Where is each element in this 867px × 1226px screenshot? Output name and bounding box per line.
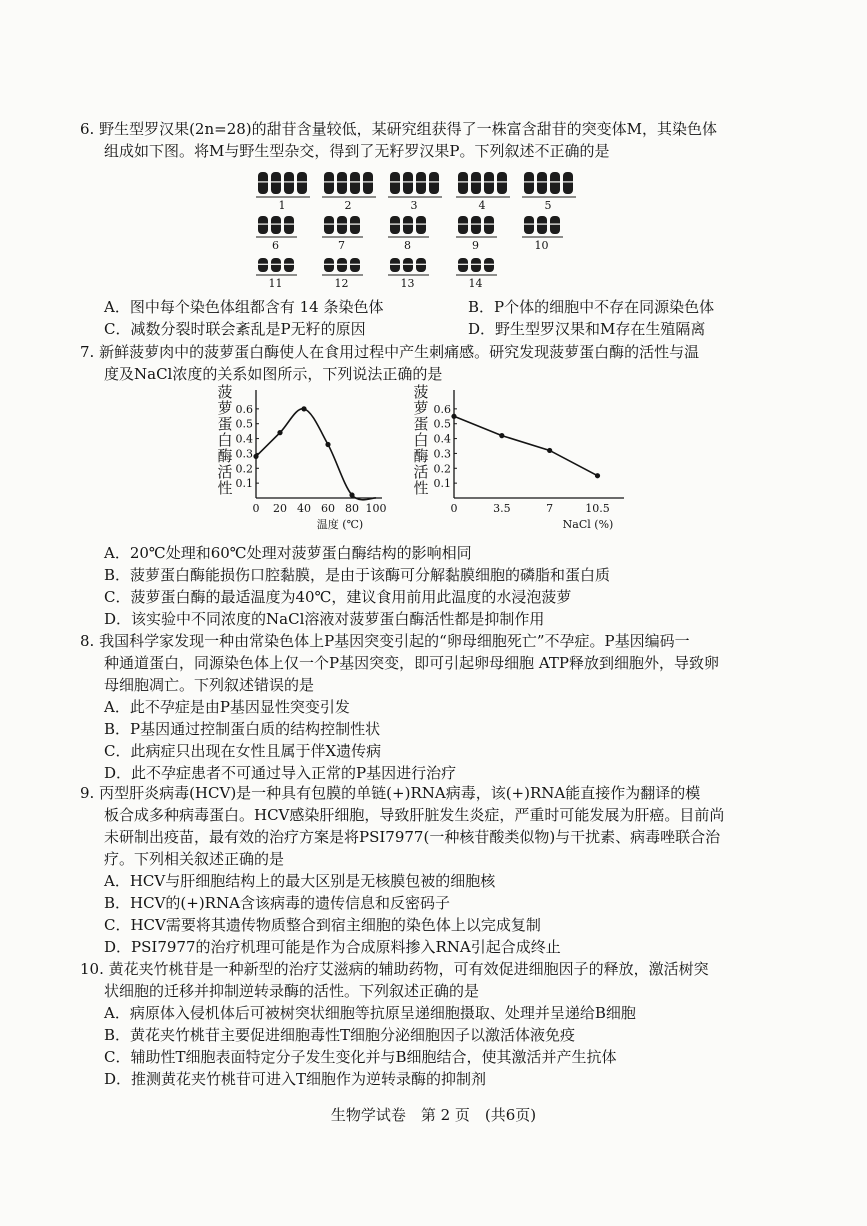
q7-option-c: C．菠萝蛋白酶的最适温度为40℃，建议食用前用此温度的水浸泡菠萝	[104, 588, 572, 606]
question-8-line-3: 母细胞凋亡。下列叙述错误的是	[104, 676, 315, 694]
chromosome	[497, 172, 507, 194]
y-tick-label: 0.5	[235, 417, 253, 431]
question-10-line-1: 10. 黄花夹竹桃苷是一种新型的治疗艾滋病的辅助药物，可有效促进细胞因子的释放，激活树突	[80, 960, 709, 978]
y-tick-label: 0.4	[433, 432, 451, 446]
q10-options	[104, 1002, 636, 1090]
chromosome	[258, 172, 268, 194]
chromosome	[403, 172, 413, 194]
data-point	[499, 433, 504, 438]
page-footer: 生物学试卷 第 2 页 (共6页)	[330, 1106, 537, 1124]
chromosome-group-label: 11	[268, 277, 283, 290]
chromosome	[484, 216, 494, 234]
question-10-line-2: 状细胞的迁移并抑制逆转录酶的活性。下列叙述正确的是	[104, 982, 480, 1000]
ylabel-glyph: 性	[217, 479, 233, 497]
question-7	[80, 341, 780, 385]
q9-option-a: A．HCV与肝细胞结构上的最大区别是无核膜包被的细胞核	[104, 872, 496, 890]
ylabel-glyph: 萝	[217, 399, 233, 417]
q7-option-b: B．菠萝蛋白酶能损伤口腔黏膜，是由于该酶可分解黏膜细胞的磷脂和蛋白质	[104, 566, 611, 584]
chromosome-group-label: 3	[410, 199, 418, 212]
chromosome-group-label: 8	[404, 239, 411, 252]
chart-temperature	[232, 384, 402, 538]
question-6-line-2: 组成如下图。将M与野生型杂交，得到了无籽罗汉果P。下列叙述不正确的是	[104, 142, 610, 160]
chromosome	[271, 216, 281, 234]
series-line	[256, 409, 376, 500]
q6-option-d: D．野生型罗汉果和M存在生殖隔离	[468, 320, 706, 338]
q9-option-b: B．HCV的(+)RNA含该病毒的遗传信息和反密码子	[104, 894, 450, 912]
ylabel-glyph: 酶	[413, 447, 429, 465]
chromosome	[324, 216, 334, 234]
chromosome	[537, 216, 547, 234]
q9-option-c: C．HCV需要将其遗传物质整合到宿主细胞的染色体上以完成复制	[104, 916, 541, 934]
q9-option-d: D．PSI7977的治疗机理可能是作为合成原料掺入RNA引起合成终止	[104, 938, 561, 956]
chromosome	[403, 216, 413, 234]
chromosome	[271, 172, 281, 194]
chromosome	[403, 258, 413, 272]
series-line	[454, 416, 598, 475]
chromosome	[390, 258, 400, 272]
y-tick-label: 0.6	[235, 402, 253, 416]
chromosome-group-label: 12	[334, 277, 349, 290]
x-tick-label: 60	[321, 502, 335, 515]
data-point	[253, 454, 258, 459]
chromosome	[324, 258, 334, 272]
q6-option-a: A．图中每个染色体组都含有 14 条染色体	[104, 298, 384, 316]
ylabel-glyph: 活	[217, 463, 233, 481]
data-point	[547, 448, 552, 453]
chromosome	[350, 258, 360, 272]
ylabel-glyph: 萝	[413, 399, 429, 417]
q9-options	[104, 870, 561, 958]
chromosome	[350, 216, 360, 234]
data-point	[451, 414, 456, 419]
chromosome-group-label: 10	[534, 239, 549, 252]
chromosome	[416, 258, 426, 272]
y-tick-label: 0.5	[433, 417, 451, 431]
y-tick-label: 0.1	[235, 477, 253, 491]
chromosome	[390, 216, 400, 234]
x-tick-label: 20	[273, 502, 287, 515]
karyotype-figure	[250, 166, 610, 296]
chromosome	[471, 172, 481, 194]
chromosome	[416, 216, 426, 234]
chromosome	[337, 216, 347, 234]
chromosome	[337, 258, 347, 272]
chart-temperature-svg	[232, 384, 402, 534]
chromosome	[258, 258, 268, 272]
ylabel-glyph: 菠	[413, 383, 429, 401]
ylabel-glyph: 酶	[217, 447, 233, 465]
question-9-line-4: 疗。下列相关叙述正确的是	[104, 850, 285, 868]
q8-option-b: B．P基因通过控制蛋白质的结构控制性状	[104, 720, 381, 738]
chromosome-group-label: 14	[468, 277, 483, 290]
question-10	[80, 958, 780, 1002]
y-tick-label: 0.2	[433, 462, 451, 476]
q8-options	[104, 696, 456, 784]
x-tick-label: 40	[297, 502, 311, 515]
ylabel-glyph: 蛋	[217, 415, 233, 433]
chromosome-group-label: 4	[478, 199, 486, 212]
ylabel-glyph: 性	[413, 479, 429, 497]
chromosome	[350, 172, 360, 194]
chromosome	[271, 258, 281, 272]
chromosome	[550, 172, 560, 194]
question-8-line-1: 8. 我国科学家发现一种由常染色体上P基因突变引起的“卵母细胞死亡”不孕症。P基因编码一	[80, 632, 690, 650]
y-tick-label: 0.1	[433, 477, 451, 491]
chromosome	[458, 172, 468, 194]
chromosome-group-label: 2	[344, 199, 352, 212]
chromosome-group-label: 6	[272, 239, 279, 252]
chromosome	[284, 216, 294, 234]
chromosome	[337, 172, 347, 194]
q10-option-c: C．辅助性T细胞表面特定分子发生变化并与B细胞结合，使其激活并产生抗体	[104, 1048, 617, 1066]
y-tick-label: 0.6	[433, 402, 451, 416]
question-9-line-3: 未研制出疫苗，最有效的治疗方案是将PSI7977(一种核苷酸类似物)与干扰素、病毒唑联合治	[104, 828, 721, 846]
q10-option-b: B．黄花夹竹桃苷主要促进细胞毒性T细胞分泌细胞因子以激活体液免疫	[104, 1026, 576, 1044]
q7-options	[104, 542, 610, 630]
ylabel-glyph: 活	[413, 463, 429, 481]
x-tick-label: 10.5	[585, 502, 610, 515]
chromosome-group-label: 5	[544, 199, 552, 212]
y-tick-label: 0.3	[433, 447, 451, 461]
chromosome	[537, 172, 547, 194]
chromosome	[324, 172, 334, 194]
data-point	[325, 442, 330, 447]
ylabel-glyph: 蛋	[413, 415, 429, 433]
chromosome	[484, 172, 494, 194]
x-axis-label: 温度 (℃)	[316, 518, 364, 531]
q10-option-d: D．推测黄花夹竹桃苷可进入T细胞作为逆转录酶的抑制剂	[104, 1070, 487, 1088]
x-tick-label: 0	[450, 502, 458, 515]
x-tick-label: 100	[365, 502, 387, 515]
karyotype-diagram	[250, 166, 610, 296]
chart-nacl	[428, 384, 638, 538]
question-9	[80, 782, 780, 870]
question-7-line-2: 度及NaCl浓度的关系如图所示，下列说法正确的是	[104, 365, 443, 383]
chromosome	[458, 258, 468, 272]
q7-option-d: D．该实验中不同浓度的NaCl溶液对菠萝蛋白酶活性都是抑制作用	[104, 610, 545, 628]
q6-option-b: B．P个体的细胞中不存在同源染色体	[468, 298, 715, 316]
chromosome	[284, 258, 294, 272]
q8-option-a: A．此不孕症是由P基因显性突变引发	[104, 698, 350, 716]
x-tick-label: 3.5	[493, 502, 511, 515]
ylabel-glyph: 白	[217, 431, 233, 449]
question-8	[80, 630, 780, 696]
chromosome	[258, 216, 268, 234]
chromosome	[284, 172, 294, 194]
q7-option-a: A．20℃处理和60℃处理对菠萝蛋白酶结构的影响相同	[104, 544, 472, 562]
data-point	[595, 473, 600, 478]
ylabel-glyph: 白	[413, 431, 429, 449]
chromosome-group-label: 13	[400, 277, 415, 290]
chromosome	[363, 172, 373, 194]
data-point	[301, 406, 306, 411]
chromosome-group-label: 9	[472, 239, 479, 252]
chromosome	[471, 216, 481, 234]
ylabel-glyph: 菠	[217, 383, 233, 401]
q8-option-d: D．此不孕症患者不可通过导入正常的P基因进行治疗	[104, 764, 457, 782]
chromosome	[297, 172, 307, 194]
question-9-line-1: 9. 丙型肝炎病毒(HCV)是一种具有包膜的单链(+)RNA病毒，该(+)RNA能直接作为翻译的模	[80, 784, 701, 802]
q10-option-a: A．病原体入侵机体后可被树突状细胞等抗原呈递细胞摄取、处理并呈递给B细胞	[104, 1004, 636, 1022]
chromosome-group-label: 1	[278, 199, 286, 212]
chromosome	[484, 258, 494, 272]
chromosome	[416, 172, 426, 194]
q6-option-c: C．减数分裂时联会紊乱是P无籽的原因	[104, 320, 366, 338]
chromosome	[458, 216, 468, 234]
x-tick-label: 80	[345, 502, 359, 515]
chromosome	[550, 216, 560, 234]
q8-option-c: C．此病症只出现在女性且属于伴X遗传病	[104, 742, 382, 760]
chromosome	[429, 172, 439, 194]
y-tick-label: 0.2	[235, 462, 253, 476]
x-tick-label: 7	[546, 502, 554, 515]
data-point	[349, 492, 354, 497]
question-8-line-2: 种通道蛋白，同源染色体上仅一个P基因突变，即可引起卵母细胞 ATP释放到细胞外，导致卵	[104, 654, 719, 672]
chromosome	[390, 172, 400, 194]
x-axis-label: NaCl (%)	[562, 518, 614, 531]
chromosome	[471, 258, 481, 272]
data-point	[277, 430, 282, 435]
chromosome-group-label: 7	[338, 239, 345, 252]
question-7-line-1: 7. 新鲜菠萝肉中的菠萝蛋白酶使人在食用过程中产生刺痛感。研究发现菠萝蛋白酶的活性与温	[80, 343, 700, 361]
question-6-line-1: 6. 野生型罗汉果(2n=28)的甜苷含量较低，某研究组获得了一株富含甜苷的突变体M，其染色体	[80, 120, 718, 138]
x-tick-label: 0	[252, 502, 260, 515]
chromosome	[524, 216, 534, 234]
y-tick-label: 0.3	[235, 447, 253, 461]
question-6	[80, 118, 780, 162]
chromosome	[524, 172, 534, 194]
chromosome	[563, 172, 573, 194]
question-9-line-2: 板合成多种病毒蛋白。HCV感染肝细胞，导致肝脏发生炎症，严重时可能发展为肝癌。目前尚	[104, 806, 725, 824]
chart-nacl-svg	[428, 384, 638, 534]
y-tick-label: 0.4	[235, 432, 253, 446]
